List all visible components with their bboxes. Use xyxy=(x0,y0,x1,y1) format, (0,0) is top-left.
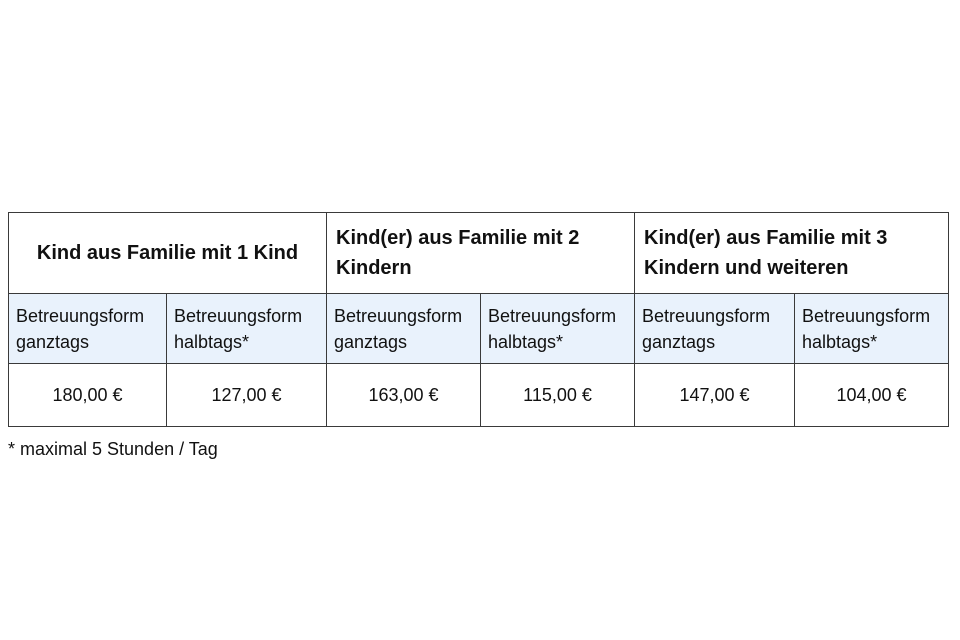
care-type-mode: ganztags xyxy=(16,331,90,352)
care-type-mode: halbtags* xyxy=(174,331,250,352)
care-type-header xyxy=(635,294,795,364)
care-type-label: Betreuungsform xyxy=(16,305,145,326)
care-type-label: Betreuungsform xyxy=(334,305,463,326)
care-type-header xyxy=(481,294,635,364)
price-row xyxy=(9,364,949,427)
care-type-mode: ganztags xyxy=(334,331,408,352)
care-type-mode: ganztags xyxy=(642,331,716,352)
care-type-header-row xyxy=(9,294,949,364)
care-type-header xyxy=(9,294,167,364)
group-header-one-child: Kind aus Familie mit 1 Kind xyxy=(9,213,327,294)
care-type-label: Betreuungsform xyxy=(802,305,931,326)
price-cell: 115,00 € xyxy=(481,364,635,427)
care-type-label: Betreuungsform xyxy=(642,305,771,326)
price-cell: 163,00 € xyxy=(327,364,481,427)
care-type-label: Betreuungsform xyxy=(488,305,617,326)
care-type-header xyxy=(167,294,327,364)
care-type-header xyxy=(795,294,949,364)
care-type-mode: halbtags* xyxy=(488,331,564,352)
group-header-two-children: Kind(er) aus Familie mit 2 Kindern xyxy=(327,213,635,294)
price-cell: 180,00 € xyxy=(9,364,167,427)
price-cell: 104,00 € xyxy=(795,364,949,427)
group-header-three-children: Kind(er) aus Familie mit 3 Kindern und weiteren xyxy=(635,213,949,294)
price-cell: 147,00 € xyxy=(635,364,795,427)
care-type-mode: halbtags* xyxy=(802,331,878,352)
care-type-label: Betreuungsform xyxy=(174,305,303,326)
fee-table xyxy=(8,212,949,427)
group-header-row xyxy=(9,213,949,294)
footnote: * maximal 5 Stunden / Tag xyxy=(8,439,218,459)
price-cell: 127,00 € xyxy=(167,364,327,427)
care-type-header xyxy=(327,294,481,364)
